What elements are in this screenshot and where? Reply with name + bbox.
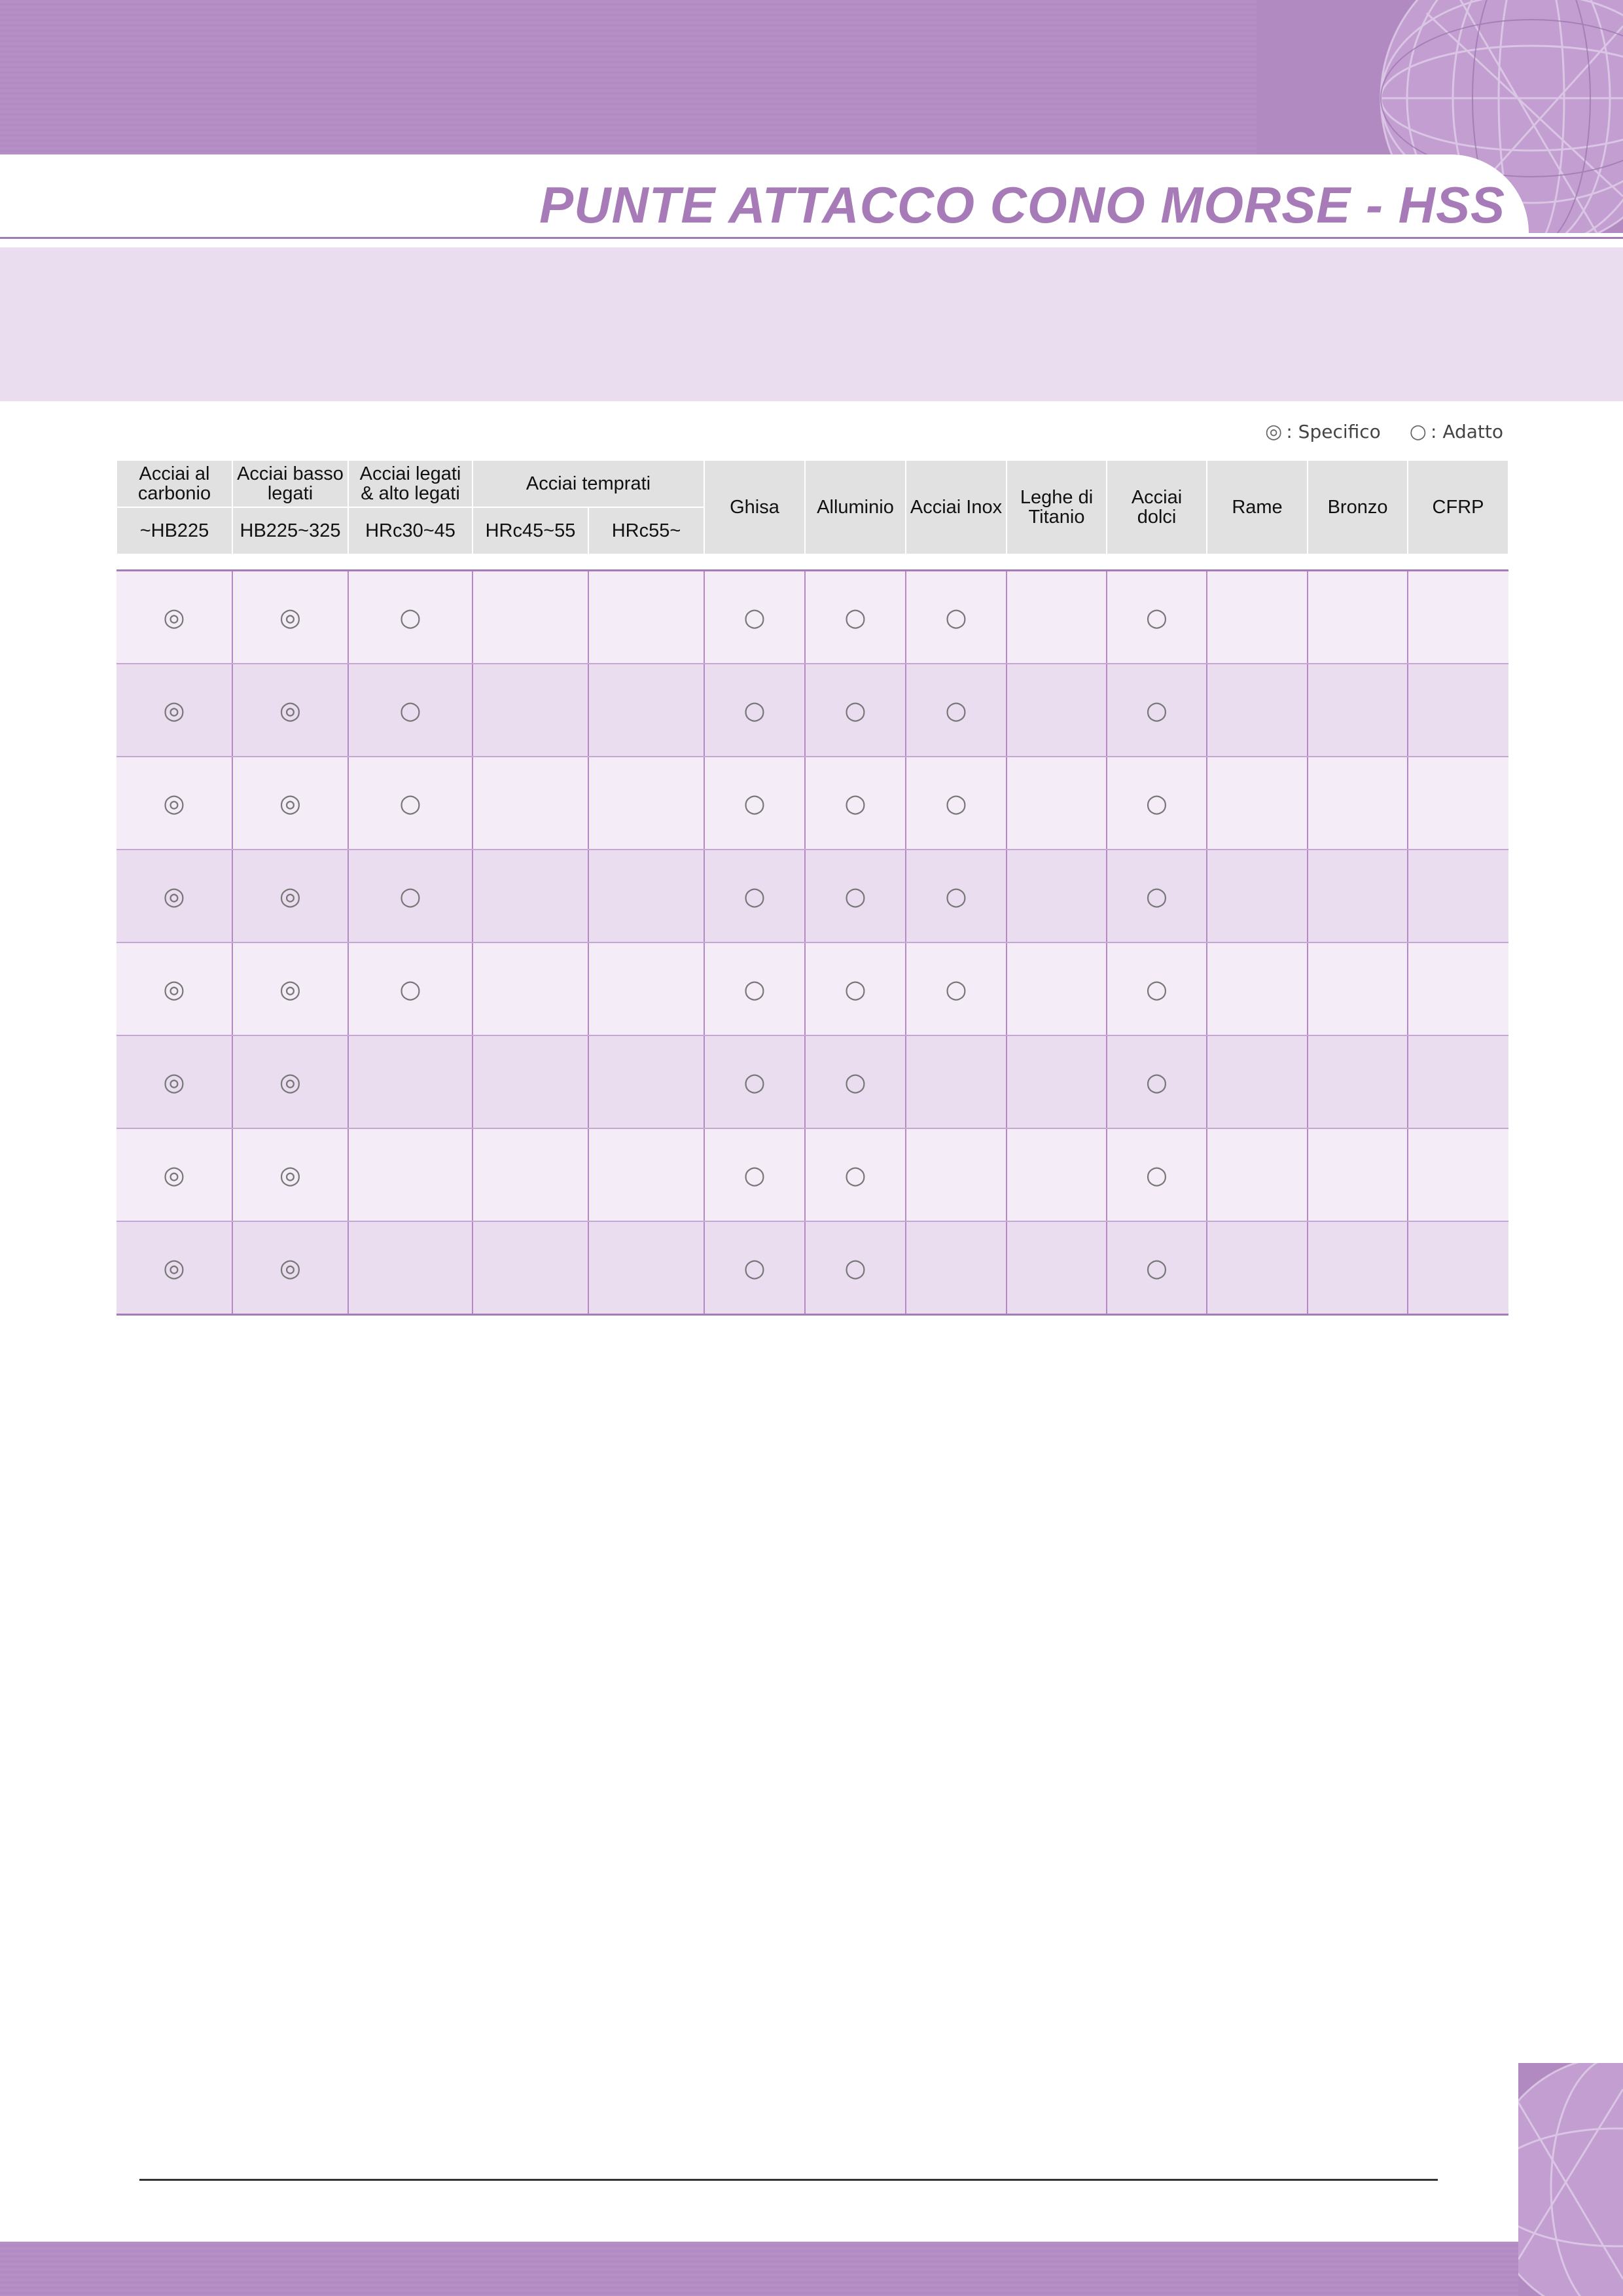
table-row	[116, 1128, 1508, 1221]
table-cell	[1007, 942, 1107, 1035]
table-cell: ○	[348, 850, 473, 942]
table-cell	[906, 1035, 1007, 1128]
table-cell	[1408, 850, 1508, 942]
table-cell	[1207, 850, 1308, 942]
legend-suitable	[1410, 420, 1503, 443]
table-cell	[588, 1221, 704, 1315]
table-cell: ○	[704, 942, 805, 1035]
table-cell	[348, 1221, 473, 1315]
header-titanium-alloys: Leghe di Titanio	[1007, 461, 1107, 554]
table-cell	[906, 1128, 1007, 1221]
subheader-hb225: ~HB225	[116, 507, 232, 554]
table-cell	[1207, 571, 1308, 664]
table-body	[116, 571, 1508, 1315]
table-cell	[588, 942, 704, 1035]
header-copper: Rame	[1207, 461, 1308, 554]
table-cell: ○	[906, 850, 1007, 942]
table-cell	[1408, 664, 1508, 757]
table-cell: ○	[1107, 664, 1207, 757]
table-cell	[588, 571, 704, 664]
table-cell	[1408, 757, 1508, 850]
table-cell: ◎	[116, 571, 232, 664]
table-row	[116, 1035, 1508, 1128]
table-cell: ○	[704, 1128, 805, 1221]
page-title: PUNTE ATTACCO CONO MORSE - HSS	[539, 176, 1505, 234]
table-cell: ○	[1107, 1128, 1207, 1221]
table-row	[116, 942, 1508, 1035]
table-cell	[588, 1128, 704, 1221]
header-cast-iron: Ghisa	[704, 461, 805, 554]
table-cell	[348, 1035, 473, 1128]
description-band	[0, 247, 1623, 401]
table-cell	[1207, 1128, 1308, 1221]
header-bronze: Bronzo	[1308, 461, 1408, 554]
table-cell: ◎	[116, 1128, 232, 1221]
header-aluminium: Alluminio	[805, 461, 906, 554]
table-cell: ○	[906, 942, 1007, 1035]
table-cell	[1007, 664, 1107, 757]
table-cell	[588, 664, 704, 757]
table-cell: ○	[805, 1221, 906, 1315]
table-cell	[1408, 571, 1508, 664]
table-cell: ◎	[232, 1035, 348, 1128]
table-cell	[1007, 1035, 1107, 1128]
table-row	[116, 664, 1508, 757]
table-cell	[1408, 1035, 1508, 1128]
table-cell: ○	[348, 942, 473, 1035]
header-carbon-steel: Acciai al carbonio	[116, 461, 232, 507]
table-cell: ◎	[232, 664, 348, 757]
table-cell	[1007, 1221, 1107, 1315]
table-cell	[1007, 757, 1107, 850]
table-cell: ○	[704, 1221, 805, 1315]
table-cell: ◎	[116, 850, 232, 942]
table-cell	[1308, 1128, 1408, 1221]
table-cell: ○	[805, 664, 906, 757]
table-cell	[588, 1035, 704, 1128]
table-cell	[473, 850, 588, 942]
legend	[1265, 420, 1503, 443]
table-row	[116, 571, 1508, 664]
table-cell	[588, 757, 704, 850]
material-suitability-table	[116, 461, 1509, 1316]
table-cell	[1007, 850, 1107, 942]
footer-band	[0, 2242, 1623, 2296]
table-cell: ◎	[116, 1035, 232, 1128]
legend-suitable-label: : Adatto	[1430, 421, 1503, 442]
table-cell	[1308, 1221, 1408, 1315]
table-cell	[1408, 1221, 1508, 1315]
table-cell	[473, 664, 588, 757]
table-cell	[473, 1035, 588, 1128]
table-cell	[473, 1221, 588, 1315]
table-cell: ○	[1107, 1035, 1207, 1128]
footer-tab	[1440, 2055, 1531, 2242]
table-cell: ○	[805, 1035, 906, 1128]
table-cell	[1308, 942, 1408, 1035]
title-underline	[0, 237, 1623, 239]
table-cell	[1308, 664, 1408, 757]
header-mild-steel: Acciai dolci	[1107, 461, 1207, 554]
table-cell	[1408, 942, 1508, 1035]
header-hardened-steel: Acciai temprati	[473, 461, 704, 507]
table-cell: ○	[1107, 1221, 1207, 1315]
table-cell: ○	[906, 664, 1007, 757]
subheader-hrc55: HRc55~	[588, 507, 704, 554]
table-cell	[1207, 1035, 1308, 1128]
table-row	[116, 850, 1508, 942]
table-cell: ◎	[116, 757, 232, 850]
table-row	[116, 1221, 1508, 1315]
table-cell: ◎	[232, 1128, 348, 1221]
table-cell	[1007, 571, 1107, 664]
subheader-hrc30-45: HRc30~45	[348, 507, 473, 554]
table-cell: ○	[805, 571, 906, 664]
table-cell	[1308, 850, 1408, 942]
table-cell: ◎	[232, 571, 348, 664]
table-cell	[588, 850, 704, 942]
table-cell: ◎	[232, 1221, 348, 1315]
table-cell	[1207, 942, 1308, 1035]
table-cell: ○	[704, 664, 805, 757]
table-cell	[473, 942, 588, 1035]
table-cell	[348, 1128, 473, 1221]
table-cell: ○	[1107, 571, 1207, 664]
header-low-alloy-steel: Acciai basso legati	[232, 461, 348, 507]
table-cell	[1207, 757, 1308, 850]
table-cell: ◎	[116, 664, 232, 757]
table-cell: ○	[805, 942, 906, 1035]
table-cell: ◎	[232, 850, 348, 942]
footer-rule	[139, 2179, 1438, 2181]
table-cell: ◎	[232, 757, 348, 850]
table-cell: ○	[348, 757, 473, 850]
table-cell	[473, 757, 588, 850]
table-cell	[1308, 757, 1408, 850]
table-cell: ○	[805, 850, 906, 942]
table-cell: ○	[906, 757, 1007, 850]
table-cell	[1308, 571, 1408, 664]
table-cell	[1408, 1128, 1508, 1221]
table-cell: ○	[348, 664, 473, 757]
table-cell: ○	[704, 850, 805, 942]
table-cell: ○	[805, 1128, 906, 1221]
table-cell	[473, 571, 588, 664]
table-cell	[1007, 1128, 1107, 1221]
table-cell: ◎	[232, 942, 348, 1035]
table-cell	[1207, 1221, 1308, 1315]
table-cell: ◎	[116, 942, 232, 1035]
table-cell	[1207, 664, 1308, 757]
circle-icon: ○	[1409, 420, 1427, 443]
table-cell: ◎	[116, 1221, 232, 1315]
table-cell	[1308, 1035, 1408, 1128]
table-cell: ○	[348, 571, 473, 664]
header-alloy-steel: Acciai legati & alto legati	[348, 461, 473, 507]
double-circle-icon: ◎	[1265, 420, 1283, 443]
legend-specific-label: : Specifico	[1286, 421, 1381, 442]
header-stainless-steel: Acciai Inox	[906, 461, 1007, 554]
header-spacer	[116, 554, 1508, 571]
subheader-hb225-325: HB225~325	[232, 507, 348, 554]
header-cfrp: CFRP	[1408, 461, 1508, 554]
table-cell: ○	[805, 757, 906, 850]
table-cell: ○	[1107, 850, 1207, 942]
table-row	[116, 757, 1508, 850]
subheader-hrc45-55: HRc45~55	[473, 507, 588, 554]
table-cell: ○	[704, 571, 805, 664]
table-cell	[473, 1128, 588, 1221]
table-cell: ○	[704, 1035, 805, 1128]
table-cell	[906, 1221, 1007, 1315]
legend-specific	[1265, 420, 1381, 443]
table-cell: ○	[704, 757, 805, 850]
table-cell: ○	[1107, 757, 1207, 850]
table-cell: ○	[1107, 942, 1207, 1035]
table-cell: ○	[906, 571, 1007, 664]
globe-decoration-bottom-icon	[1518, 2063, 1623, 2296]
